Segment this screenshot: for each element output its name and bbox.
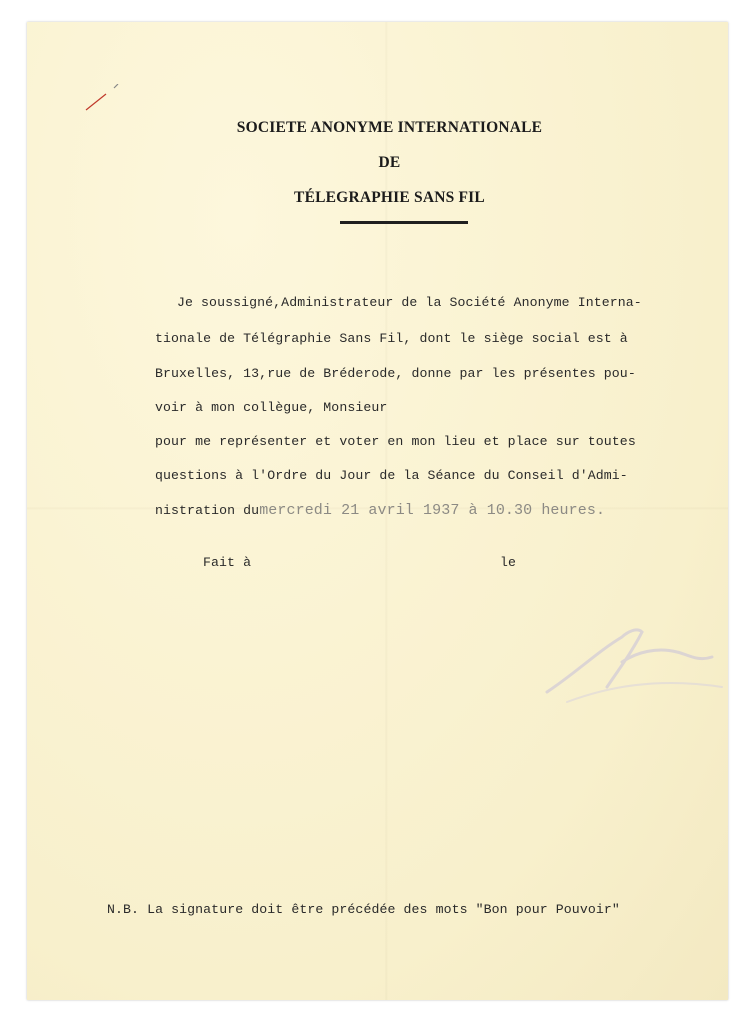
header-company-line: SOCIETE ANONYME INTERNATIONALE <box>236 119 543 136</box>
body-line-7 <box>155 502 605 519</box>
body-line-6: questions à l'Ordre du Jour de la Séance du Conseil d'Admi- <box>155 468 628 483</box>
footer-note: N.B. La signature doit être précédée des mots "Bon pour Pouvoir" <box>107 902 620 917</box>
fait-a-label: Fait à <box>203 555 252 570</box>
body-line-2: tionale de Télégraphie Sans Fil, dont le siège social est à <box>155 331 628 346</box>
body-line-3: Bruxelles, 13,rue de Bréderode, donne par les présentes pou- <box>155 366 636 381</box>
body-line-7-prefix: nistration du <box>155 503 260 518</box>
header-telegraphie-line: TÉLEGRAPHIE SANS FIL <box>294 189 485 206</box>
red-pencil-mark <box>84 84 124 114</box>
body-line-1: Je soussigné,Administrateur de la Société Anonyme Interna- <box>177 295 642 310</box>
document-page <box>27 22 728 1000</box>
header-de-line: DE <box>378 154 401 171</box>
body-line-4: voir à mon collègue, Monsieur <box>155 400 388 415</box>
faded-signature-mark <box>527 592 727 712</box>
body-line-5: pour me représenter et voter en mon lieu et place sur toutes <box>155 434 636 449</box>
meeting-date: mercredi 21 avril 1937 à 10.30 heures. <box>259 502 606 519</box>
header-underline <box>340 221 468 224</box>
le-label: le <box>500 555 517 570</box>
